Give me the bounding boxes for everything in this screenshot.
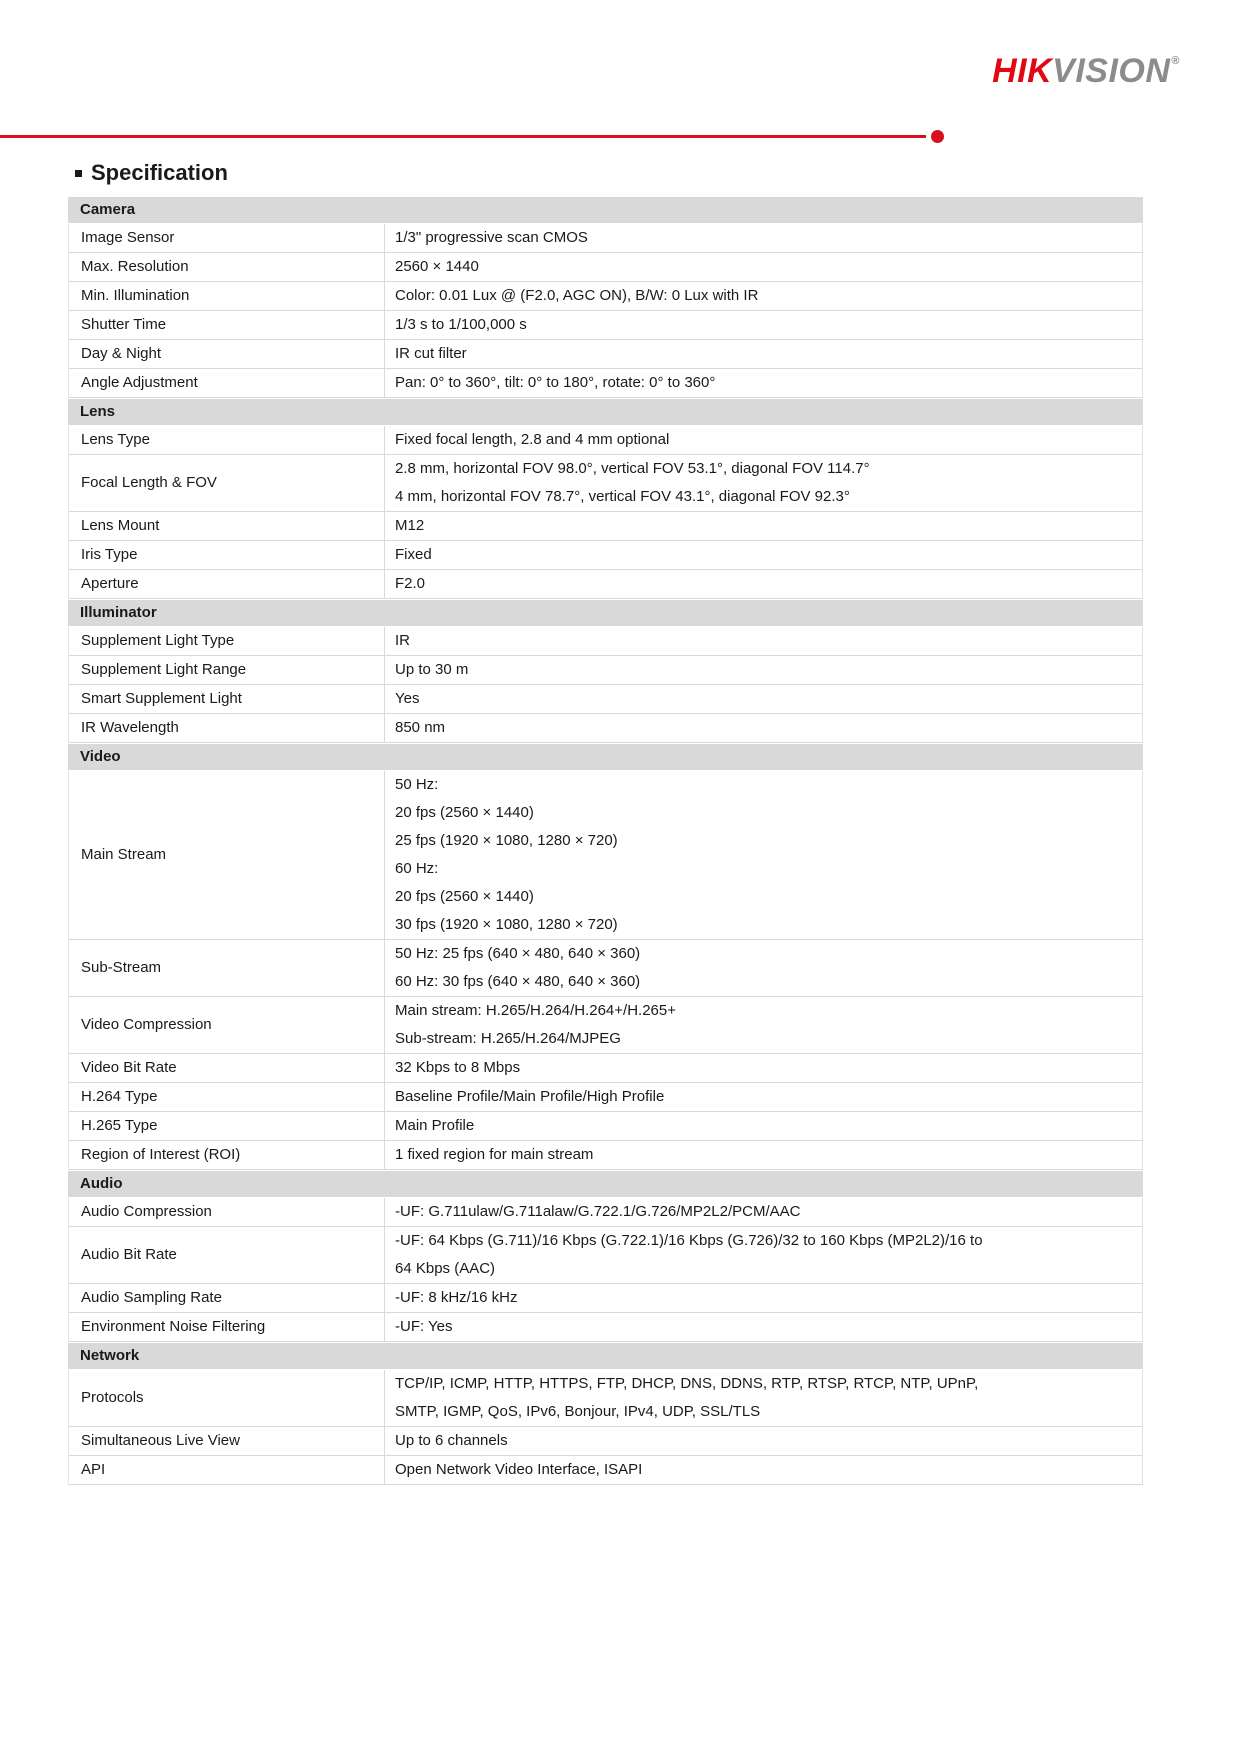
logo-vision-text: VISION <box>1052 52 1171 90</box>
spec-value <box>385 253 1142 281</box>
spec-value-line: IR cut filter <box>395 345 467 362</box>
spec-row <box>69 997 1142 1054</box>
section-title-row <box>75 160 1141 186</box>
spec-label-text: Audio Sampling Rate <box>81 1289 222 1306</box>
spec-value-line: -UF: 8 kHz/16 kHz <box>395 1289 518 1306</box>
spec-label-text: Image Sensor <box>81 229 175 246</box>
spec-label-text: Lens Mount <box>81 517 160 534</box>
spec-label-text: Sub-Stream <box>81 959 162 976</box>
spec-value <box>385 1427 1142 1455</box>
spec-label <box>69 426 385 454</box>
spec-label <box>69 1227 385 1283</box>
spec-value-line: 850 nm <box>395 719 446 736</box>
spec-row <box>69 512 1142 541</box>
spec-value <box>385 282 1142 310</box>
spec-row <box>69 1198 1142 1227</box>
spec-value-line: TCP/IP, ICMP, HTTP, HTTPS, FTP, DHCP, DNS, DDNS, RTP, RTSP, RTCP, NTP, UPnP, <box>395 1375 979 1392</box>
spec-label <box>69 512 385 540</box>
spec-value-line: 50 Hz: 25 fps (640 × 480, 640 × 360) <box>395 945 641 962</box>
spec-label-text: Iris Type <box>81 546 138 563</box>
page-title: Specification <box>91 160 228 185</box>
spec-value-line: Yes <box>395 690 420 707</box>
spec-label-text: Aperture <box>81 575 139 592</box>
spec-label-text: Region of Interest (ROI) <box>81 1146 241 1163</box>
spec-value <box>385 1370 1142 1426</box>
spec-value-line: Fixed focal length, 2.8 and 4 mm optional <box>395 431 670 448</box>
spec-value-line: Up to 30 m <box>395 661 469 678</box>
spec-label-text: H.264 Type <box>81 1088 158 1105</box>
header-divider-line <box>0 135 926 138</box>
spec-value-line: Color: 0.01 Lux @ (F2.0, AGC ON), B/W: 0 Lux with IR <box>395 287 759 304</box>
spec-value-line: F2.0 <box>395 575 426 592</box>
spec-label <box>69 369 385 397</box>
registered-trademark-icon: ® <box>1171 55 1180 67</box>
spec-value-line: Sub-stream: H.265/H.264/MJPEG <box>395 1030 621 1047</box>
spec-value-line: Fixed <box>395 546 432 563</box>
spec-value-line: 30 fps (1920 × 1080, 1280 × 720) <box>395 916 618 933</box>
spec-row <box>69 1313 1142 1342</box>
spec-label-text: Protocols <box>81 1389 144 1406</box>
spec-value-line: 1/3 s to 1/100,000 s <box>395 316 527 333</box>
spec-value-line: Main Profile <box>395 1117 475 1134</box>
spec-value <box>385 1054 1142 1082</box>
spec-value <box>385 1227 1142 1283</box>
spec-row <box>69 311 1142 340</box>
spec-label-text: Focal Length & FOV <box>81 474 217 491</box>
spec-value <box>385 627 1142 655</box>
spec-value <box>385 771 1142 939</box>
spec-row <box>69 455 1142 512</box>
spec-row <box>69 627 1142 656</box>
spec-label <box>69 656 385 684</box>
spec-label-text: Video Bit Rate <box>81 1059 177 1076</box>
spec-label-text: Smart Supplement Light <box>81 690 242 707</box>
header-divider-dot-icon <box>931 130 944 143</box>
spec-value-line: Main stream: H.265/H.264/H.264+/H.265+ <box>395 1002 676 1019</box>
spec-value-line: 50 Hz: <box>395 776 439 793</box>
section-header: Lens <box>68 398 1143 426</box>
spec-value <box>385 455 1142 511</box>
spec-value-line: 4 mm, horizontal FOV 78.7°, vertical FOV 43.1°, diagonal FOV 92.3° <box>395 488 850 505</box>
spec-row <box>69 1112 1142 1141</box>
spec-label-text: Max. Resolution <box>81 258 189 275</box>
spec-value <box>385 426 1142 454</box>
spec-value-line: -UF: G.711ulaw/G.711alaw/G.722.1/G.726/MP2L2/PCM/AAC <box>395 1203 801 1220</box>
spec-label <box>69 1198 385 1226</box>
spec-value <box>385 1083 1142 1111</box>
spec-label <box>69 685 385 713</box>
spec-label <box>69 253 385 281</box>
spec-label <box>69 714 385 742</box>
spec-value-line: IR <box>395 632 410 649</box>
section-header: Illuminator <box>68 599 1143 627</box>
spec-label <box>69 627 385 655</box>
spec-row <box>69 282 1142 311</box>
spec-value-line: 2560 × 1440 <box>395 258 479 275</box>
spec-label-text: Main Stream <box>81 846 167 863</box>
spec-label <box>69 541 385 569</box>
square-bullet-icon <box>75 170 82 177</box>
spec-label-text: IR Wavelength <box>81 719 179 736</box>
spec-value <box>385 541 1142 569</box>
spec-label-text: Simultaneous Live View <box>81 1432 240 1449</box>
spec-value <box>385 1112 1142 1140</box>
spec-value <box>385 570 1142 598</box>
spec-value-line: -UF: 64 Kbps (G.711)/16 Kbps (G.722.1)/16 Kbps (G.726)/32 to 160 Kbps (MP2L2)/16 to <box>395 1232 983 1249</box>
spec-value-line: M12 <box>395 517 425 534</box>
spec-value-line: 60 Hz: 30 fps (640 × 480, 640 × 360) <box>395 973 641 990</box>
spec-row <box>69 1370 1142 1427</box>
spec-label-text: Supplement Light Range <box>81 661 247 678</box>
spec-label-text: Day & Night <box>81 345 162 362</box>
spec-value-line: 1 fixed region for main stream <box>395 1146 594 1163</box>
spec-value-line: 20 fps (2560 × 1440) <box>395 888 534 905</box>
spec-value <box>385 714 1142 742</box>
spec-label <box>69 1456 385 1484</box>
spec-label-text: Min. Illumination <box>81 287 190 304</box>
spec-value <box>385 1456 1142 1484</box>
spec-label-text: Shutter Time <box>81 316 167 333</box>
spec-value <box>385 685 1142 713</box>
spec-value <box>385 1141 1142 1169</box>
spec-label-text: Angle Adjustment <box>81 374 198 391</box>
section-header: Audio <box>68 1170 1143 1198</box>
spec-row <box>69 1054 1142 1083</box>
spec-label-text: H.265 Type <box>81 1117 158 1134</box>
logo-hik-text: HIK <box>992 52 1053 90</box>
spec-label <box>69 771 385 939</box>
spec-value-line: Pan: 0° to 360°, tilt: 0° to 180°, rotate: 0° to 360° <box>395 374 716 391</box>
spec-row <box>69 771 1142 940</box>
section-header: Network <box>68 1342 1143 1370</box>
spec-row <box>69 714 1142 743</box>
spec-value-line: 25 fps (1920 × 1080, 1280 × 720) <box>395 832 618 849</box>
spec-label-text: API <box>81 1461 106 1478</box>
spec-label <box>69 1141 385 1169</box>
spec-label <box>69 282 385 310</box>
spec-row <box>69 224 1142 253</box>
spec-label <box>69 1313 385 1341</box>
spec-value <box>385 1284 1142 1312</box>
spec-row <box>69 656 1142 685</box>
spec-value-line: Up to 6 channels <box>395 1432 508 1449</box>
spec-label-text: Video Compression <box>81 1016 212 1033</box>
spec-label-text: Lens Type <box>81 431 150 448</box>
spec-label <box>69 224 385 252</box>
spec-label-text: Audio Bit Rate <box>81 1246 177 1263</box>
spec-value <box>385 940 1142 996</box>
spec-label <box>69 340 385 368</box>
spec-label <box>69 1284 385 1312</box>
hikvision-logo <box>992 52 1180 91</box>
spec-label-text: Audio Compression <box>81 1203 212 1220</box>
spec-row <box>69 541 1142 570</box>
spec-value-line: 2.8 mm, horizontal FOV 98.0°, vertical FOV 53.1°, diagonal FOV 114.7° <box>395 460 870 477</box>
section-header: Video <box>68 743 1143 771</box>
spec-value-line: 60 Hz: <box>395 860 439 877</box>
spec-row <box>69 570 1142 599</box>
spec-value <box>385 311 1142 339</box>
spec-label <box>69 1370 385 1426</box>
spec-label-text: Environment Noise Filtering <box>81 1318 266 1335</box>
spec-row <box>69 340 1142 369</box>
spec-value-line: SMTP, IGMP, QoS, IPv6, Bonjour, IPv4, UDP, SSL/TLS <box>395 1403 761 1420</box>
spec-value <box>385 340 1142 368</box>
spec-row <box>69 369 1142 398</box>
spec-label <box>69 1083 385 1111</box>
spec-label <box>69 1427 385 1455</box>
content-area <box>68 160 1141 1485</box>
spec-value-line: -UF: Yes <box>395 1318 453 1335</box>
spec-row <box>69 253 1142 282</box>
spec-row <box>69 1083 1142 1112</box>
spec-value-line: Open Network Video Interface, ISAPI <box>395 1461 643 1478</box>
spec-label <box>69 1112 385 1140</box>
spec-row <box>69 1284 1142 1313</box>
spec-value <box>385 656 1142 684</box>
spec-label <box>69 311 385 339</box>
spec-label <box>69 940 385 996</box>
spec-row <box>69 1141 1142 1170</box>
spec-value <box>385 224 1142 252</box>
spec-label <box>69 455 385 511</box>
spec-value <box>385 512 1142 540</box>
spec-value <box>385 1313 1142 1341</box>
spec-value <box>385 997 1142 1053</box>
spec-value-line: Baseline Profile/Main Profile/High Profile <box>395 1088 665 1105</box>
spec-value-line: 64 Kbps (AAC) <box>395 1260 496 1277</box>
spec-value-line: 20 fps (2560 × 1440) <box>395 804 534 821</box>
spec-value-line: 1/3" progressive scan CMOS <box>395 229 588 246</box>
section-header: Camera <box>68 196 1143 224</box>
spec-value-line: 32 Kbps to 8 Mbps <box>395 1059 521 1076</box>
spec-label-text: Supplement Light Type <box>81 632 235 649</box>
spec-row <box>69 1456 1142 1485</box>
spec-label <box>69 997 385 1053</box>
spec-label <box>69 570 385 598</box>
spec-row <box>69 685 1142 714</box>
spec-row <box>69 426 1142 455</box>
spec-label <box>69 1054 385 1082</box>
spec-value <box>385 1198 1142 1226</box>
spec-row <box>69 1427 1142 1456</box>
spec-table <box>68 196 1143 1485</box>
spec-row <box>69 940 1142 997</box>
spec-value <box>385 369 1142 397</box>
spec-row <box>69 1227 1142 1284</box>
